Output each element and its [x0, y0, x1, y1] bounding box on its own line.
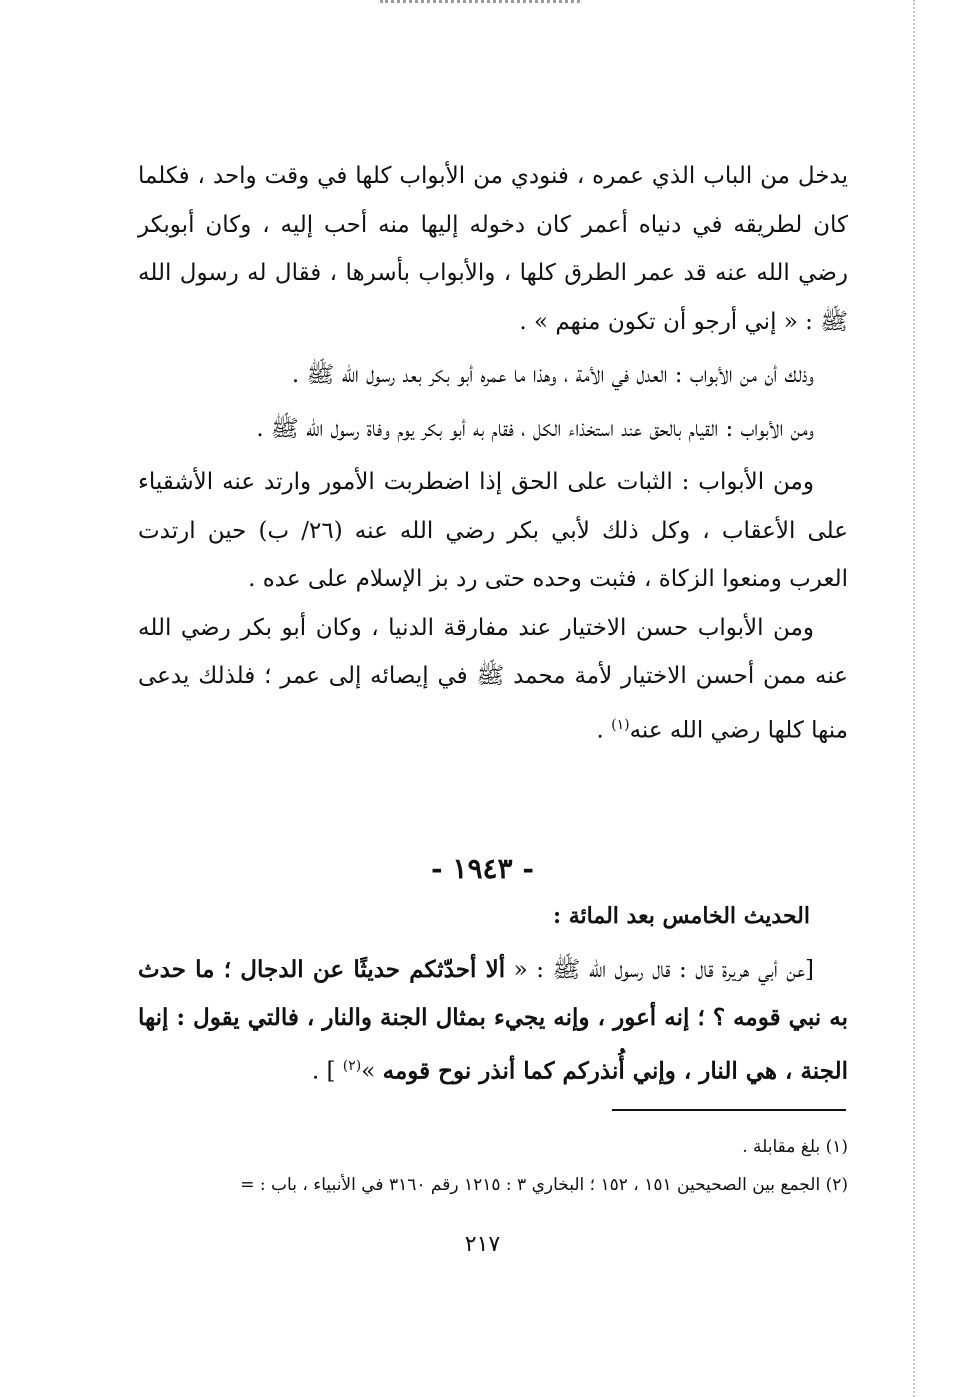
- top-header-marks: [380, 0, 580, 11]
- hadith-intro: [عن أبي هريرة قال : قال رسول الله ﷺ : «: [505, 957, 814, 983]
- paragraph-5-text: ومن الأبواب حسن الاختيار عند مفارقة الدنيا ، وكان أبو بكر رضي الله عنه ممن أحسن الاختيار لأمة محمد ﷺ في إيصائه إلى عمر ؛ فلذلك يدعى منها كلها رضي الله عنه: [138, 614, 848, 744]
- footnote-1: (١) بلغ مقابلة .: [742, 1137, 848, 1157]
- page-number: ٢١٧: [464, 1232, 501, 1257]
- paragraph-1: يدخل من الباب الذي عمره ، فنودي من الأبواب كلها في وقت واحد ، فكلما كان لطريقه في دنياه أعمر كان دخوله إليها منه أحب إليه ، وكان أبوبكر رضي الله عنه قد عمر الطرق كلها ، والأبواب بأسرها ، فقال له رسول الله ﷺ : « إني أرجو أن تكون منهم » .: [138, 163, 848, 335]
- paragraph-5: [138, 604, 848, 755]
- footnote-ref-2: (٢): [342, 1058, 362, 1074]
- paragraph-5-end: .: [596, 717, 612, 744]
- hadith-quote: ألا أحدّثكم حديثًا عن الدجال ؛ ما حدث به نبي قومه ؟ ؛ إنه أعور ، وإنه يجيء بمثال الجنة والنار ، فالتي يقول : إنها الجنة ، هي النار ، وإني أُنذركم كما أنذر نوح قومه: [138, 956, 848, 1085]
- footnotes: [100, 1128, 848, 1204]
- footnote-ref-1: (١): [611, 716, 630, 733]
- paragraph-2: وذلك أن من الأبواب : العدل في الأمة ، وهذا ما عمره أبو بكر بعد رسول الله ﷺ .: [291, 362, 814, 388]
- hadith-text: [138, 946, 848, 1096]
- hadith-number: - ١٩٤٣ -: [431, 852, 534, 885]
- paragraph-4: ومن الأبواب : الثبات على الحق إذا اضطربت الأمور وارتد عنه الأشقياء على الأعقاب ، وكل ذلك لأبي بكر رضي الله عنه (٢٦/ ب) حين ارتدت العرب ومنعوا الزكاة ، فثبت وحده حتى رد بز الإسلام على عده .: [138, 469, 848, 592]
- hadith-end: ] .: [311, 1058, 343, 1085]
- paragraph-3: ومن الأبواب : القيام بالحق عند استخذاء الكل ، فقام به أبو بكر يوم وفاة رسول الله ﷺ .: [256, 415, 814, 442]
- hadith-quote-close: »: [361, 1058, 383, 1085]
- footnote-divider: [612, 1109, 846, 1111]
- page-edge-dots: [913, 0, 915, 1397]
- section-heading: الحديث الخامس بعد المائة :: [552, 903, 810, 929]
- footnote-2: (٢) الجمع بين الصحيحين ١٥١ ، ١٥٢ ؛ البخاري ٣ : ١٢١٥ رقم ٣١٦٠ في الأنبياء ، باب : =: [240, 1175, 848, 1195]
- main-text: [138, 152, 848, 755]
